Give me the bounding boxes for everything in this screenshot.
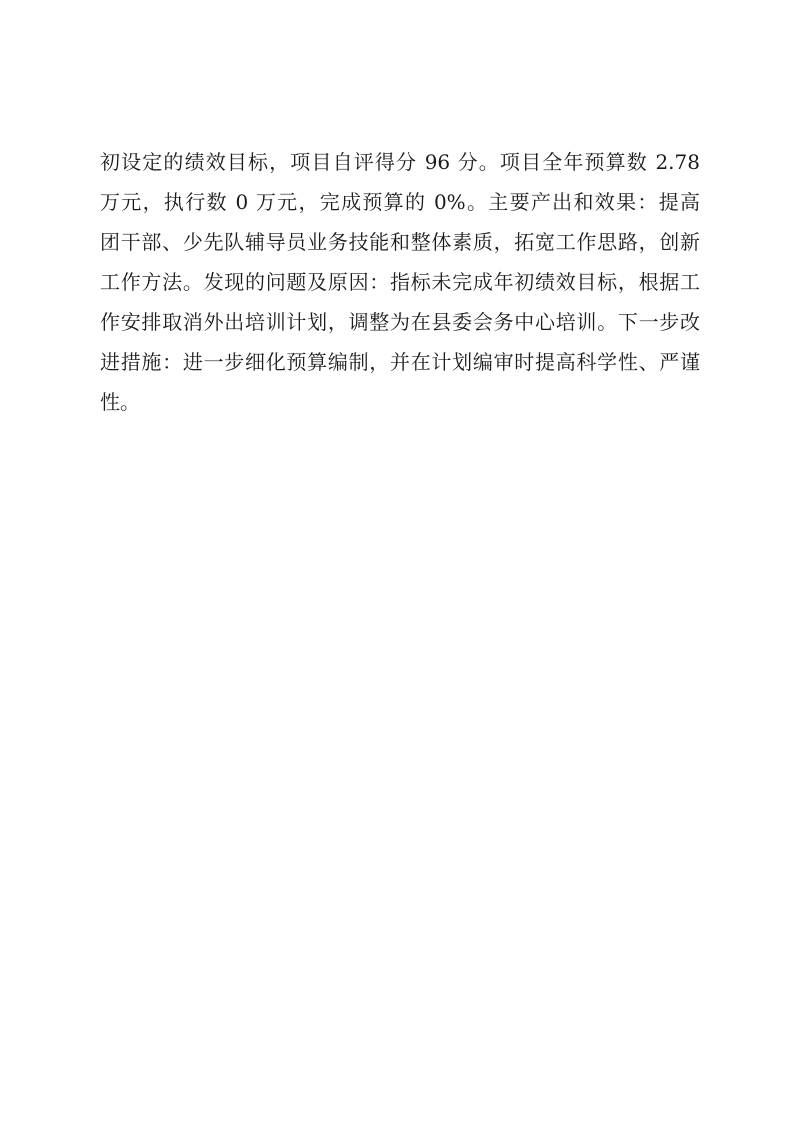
body-paragraph — [100, 142, 700, 422]
paragraph-line-last: 性。 — [100, 390, 140, 414]
paragraph-line: 万元，执行数 0 万元，完成预算的 0%。主要产出和效果：提高 — [100, 190, 700, 214]
paragraph-line: 团干部、少先队辅导员业务技能和整体素质，拓宽工作思路，创新 — [100, 230, 700, 254]
paragraph-line: 工作方法。发现的问题及原因：指标未完成年初绩效目标，根据工 — [100, 270, 700, 294]
paragraph-line: 作安排取消外出培训计划，调整为在县委会务中心培训。下一步改 — [100, 310, 700, 334]
paragraph-line: 进措施：进一步细化预算编制，并在计划编审时提高科学性、严谨 — [100, 350, 700, 374]
paragraph-line: 初设定的绩效目标，项目自评得分 96 分。项目全年预算数 2.78 — [100, 150, 700, 174]
